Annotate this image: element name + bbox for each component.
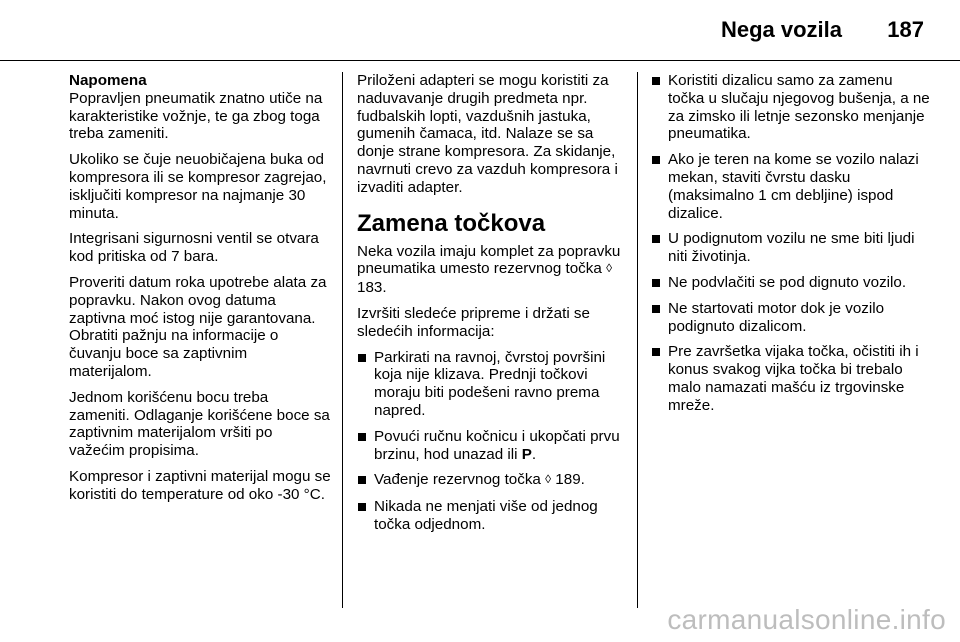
paragraph: Izvršiti sledeće pripreme i držati se sledećih informacija: <box>357 304 590 340</box>
page-reference-icon: ◊ <box>545 472 552 487</box>
paragraph: Priloženi adapteri se mogu koristiti za naduvavanje drugih predmeta npr. fudbalskih lopti, vazdušnih jastuka, gumenih čamaca, itd. Nalaze se sa donje strane kompresora. Za skidanje, navrnuti crevo za vazduh kompresora i izvaditi adapter. <box>357 72 618 196</box>
bullet-list <box>651 72 931 415</box>
note-title: Napomena <box>69 72 147 89</box>
bullet-list <box>357 349 627 534</box>
column-divider <box>637 72 638 608</box>
header-title: Nega vozila <box>720 17 842 42</box>
list-item: Pre završetka vijaka točka, očistiti ih i konus svakog vijka točka bi trebalo malo namazati mašću iz trgovinske mreže. <box>651 343 931 414</box>
list-item: Koristiti dizalicu samo za zamenu točka u slučaju njegovog bušenja, a ne za zimsko ili letnje sezonsko menjanje pneumatika. <box>651 72 931 143</box>
watermark: carmanualsonline.info <box>667 604 946 635</box>
punctuation: . <box>531 445 537 463</box>
list-item <box>357 471 627 490</box>
page-reference-icon: ◊ <box>606 261 612 276</box>
column-1 <box>69 72 331 512</box>
paragraph: Kompresor i zaptivni materijal mogu se koristiti do temperature od oko -30 °C. <box>69 467 331 503</box>
page-reference[interactable]: 189. <box>555 471 585 489</box>
page-number: 187 <box>887 17 924 42</box>
paragraph <box>357 243 627 297</box>
section-heading: Zamena točkova <box>357 209 546 237</box>
list-item: Nikada ne menjati više od jednog točka odjednom. <box>357 498 627 534</box>
paragraph-text: Neka vozila imaju komplet za popravku pneumatika umesto rezervnog točka <box>357 242 621 278</box>
paragraph: Jednom korišćenu bocu treba zameniti. Odlaganje korišćene boce sa zaptivnim materijalom vršiti po važećim propisima. <box>69 388 330 460</box>
page-reference[interactable]: 183. <box>357 279 387 297</box>
list-item-text: Vađenje rezervnog točka <box>374 471 541 489</box>
list-item: Ako je teren na kome se vozilo nalazi mekan, staviti čvrstu dasku (maksimalno 1 cm debljine) ispod dizalice. <box>651 151 931 222</box>
list-item: Parkirati na ravnoj, čvrstoj površini koja nije klizava. Prednji točkovi moraju biti podešeni ravno prema napred. <box>357 349 627 420</box>
list-item <box>357 428 627 464</box>
list-item: Ne podvlačiti se pod dignuto vozilo. <box>651 274 931 292</box>
gear-label-p: P <box>521 445 532 463</box>
paragraph: Integrisani sigurnosni ventil se otvara kod pritiska od 7 bara. <box>69 230 319 266</box>
list-item: U podignutom vozilu ne sme biti ljudi niti životinja. <box>651 230 931 266</box>
column-divider <box>342 72 343 608</box>
page-header <box>0 0 960 61</box>
column-2 <box>357 72 627 542</box>
list-item: Ne startovati motor dok je vozilo podignuto dizalicom. <box>651 300 931 336</box>
list-item-text: Povući ručnu kočnicu i ukopčati prvu brzinu, hod unazad ili <box>374 427 620 463</box>
paragraph: Ukoliko se čuje neuobičajena buka od kompresora ili se kompresor zagrejao, isključiti kompresor na najmanje 30 minuta. <box>69 151 327 222</box>
paragraph: Popravljen pneumatik znatno utiče na karakteristike vožnje, te ga zbog toga treba zameniti. <box>69 89 323 143</box>
column-3 <box>651 72 931 423</box>
paragraph: Proveriti datum roka upotrebe alata za popravku. Nakon ovog datuma zaptivna moć istog nije garantovana. Obratiti pažnju na informacije o čuvanju boce sa zaptivnim materijalom. <box>69 273 327 380</box>
